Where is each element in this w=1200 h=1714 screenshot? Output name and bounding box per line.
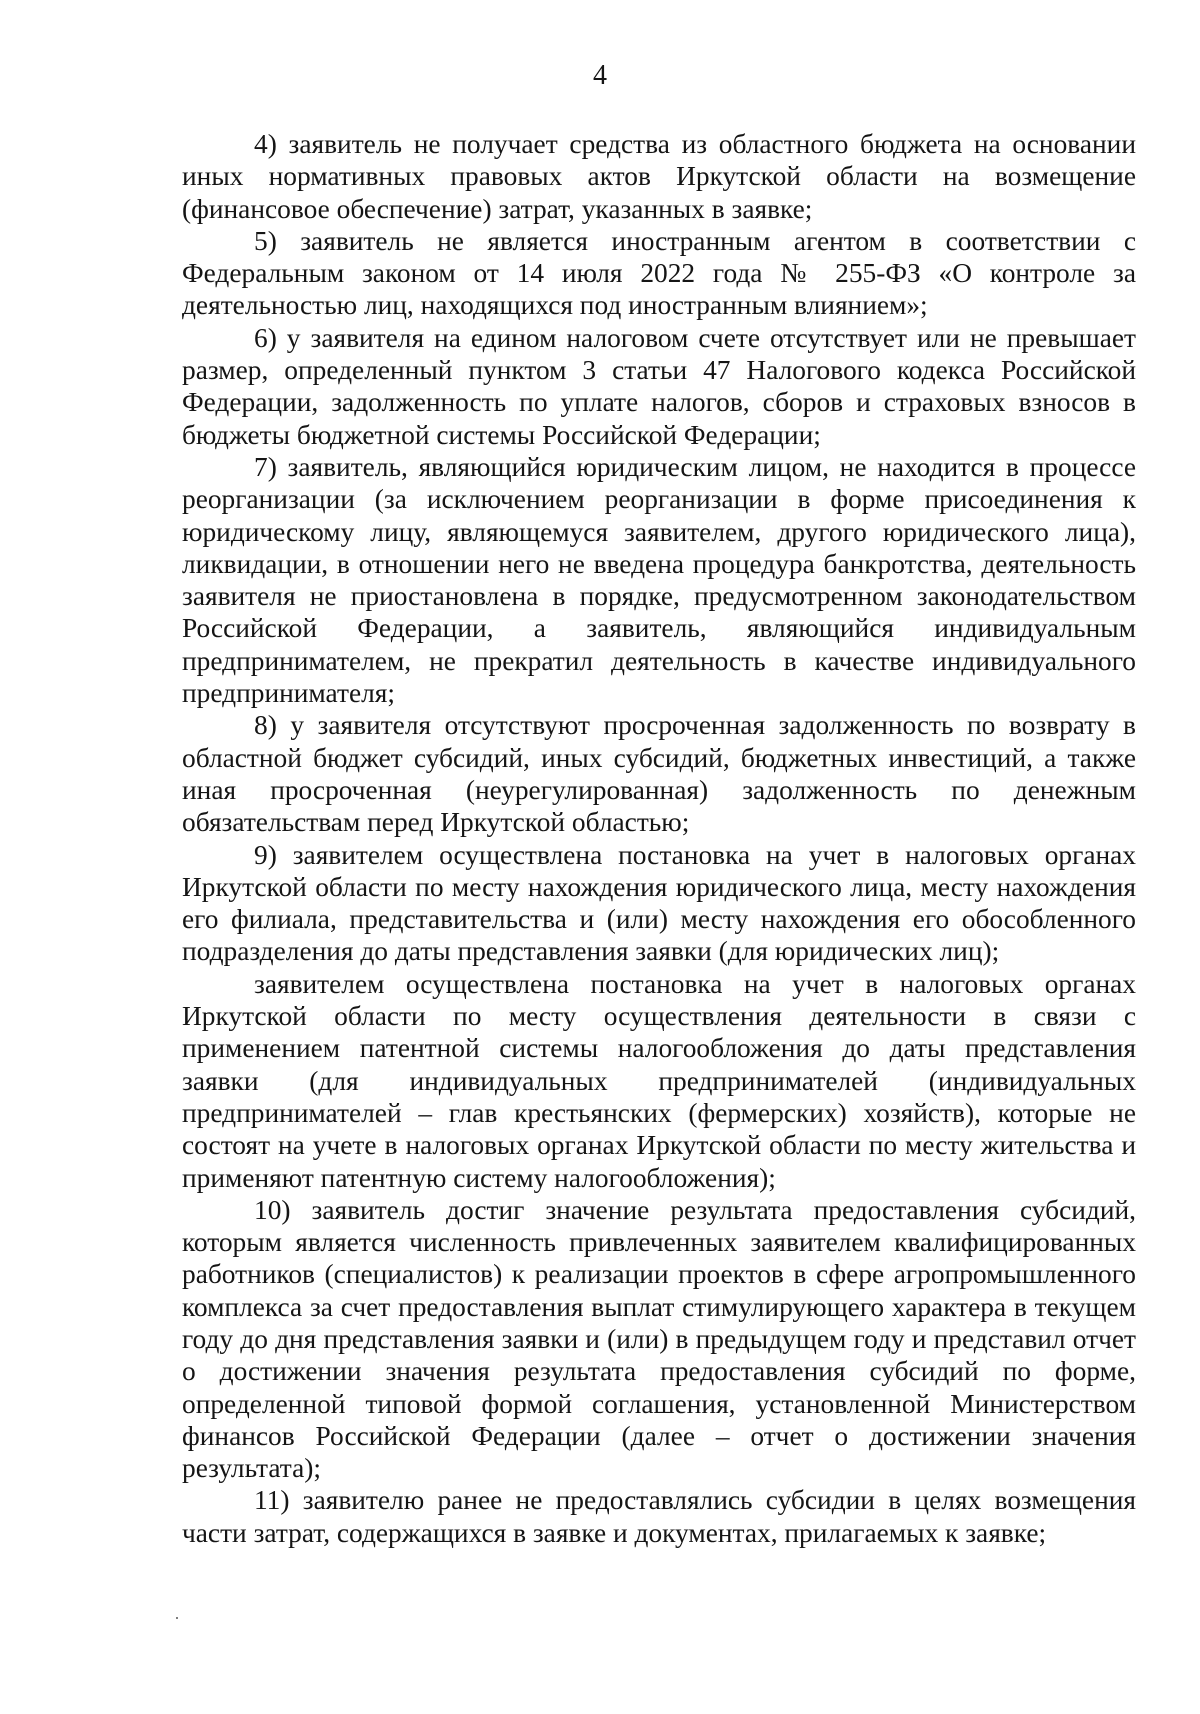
- paragraph-item-4: 4) заявитель не получает средства из областного бюджета на основании иных нормативных правовых актов Иркутской области на возмещение (финансовое обеспечение) затрат, указанных в заявке;: [182, 129, 1136, 224]
- paragraph-item-11: 11) заявителю ранее не предоставлялись субсидии в целях возмещения части затрат, содержащихся в заявке и документах, прилагаемых к заявке;: [182, 1485, 1136, 1548]
- document-body: [182, 128, 1136, 1549]
- paragraph-item-7: 7) заявитель, являющийся юридическим лицом, не находится в процессе реорганизации (за исключением реорганизации в форме присоединения к юридическому лицу, являющемуся заявителем, другого юридического лица), ликвидации, в отношении него не введена процедура банкротства, деятельность заявителя не приостановлена в порядке, предусмотренном законодательством Российской Федерации, а заявитель, являющийся индивидуальным предпринимателем, не прекратил деятельность в качестве индивидуального предпринимателя;: [182, 451, 1136, 709]
- paragraph-item-5: 5) заявитель не является иностранным агентом в соответствии с Федеральным законом от 14 июля 2022 года № 255-ФЗ «О контроле за деятельностью лиц, находящихся под иностранным влиянием»;: [182, 225, 1136, 321]
- paragraph-item-10: 10) заявитель достиг значение результата предоставления субсидий, которым является численность привлеченных заявителем квалифицированных работников (специалистов) к реализации проектов в сфере агропромышленного комплекса за счет предоставления выплат стимулирующего характера в текущем году до дня представления заявки и (или) в предыдущем году и представил отчет о достижении значения результата предоставления субсидий по форме, определенной типовой формой соглашения, установленной Министерством финансов Российской Федерации (далее – отчет о достижении значения результата);: [182, 1194, 1136, 1484]
- paragraph-item-9-continued: заявителем осуществлена постановка на учет в налоговых органах Иркутской области по месту осуществления деятельности в связи с применением патентной системы налогообложения до даты представления заявки (для индивидуальных предпринимателей (индивидуальных предпринимателей – глав крестьянских (фермерских) хозяйств), которые не состоят на учете в налоговых органах Иркутской области по месту жительства и применяют патентную систему налогообложения);: [182, 968, 1136, 1193]
- scan-speck: [176, 1617, 178, 1619]
- page-number: 4: [593, 60, 607, 91]
- paragraph-item-8: 8) у заявителя отсутствуют просроченная задолженность по возврату в областной бюджет субсидий, иных субсидий, бюджетных инвестиций, а также иная просроченная (неурегулированная) задолженность по денежным обязательствам перед Иркутской областью;: [182, 710, 1136, 838]
- paragraph-item-9: 9) заявителем осуществлена постановка на учет в налоговых органах Иркутской области по месту нахождения юридического лица, месту нахождения его филиала, представительства и (или) месту нахождения его обособленного подразделения до даты представления заявки (для юридических лиц);: [182, 839, 1136, 967]
- paragraph-item-6: 6) у заявителя на едином налоговом счете отсутствует или не превышает размер, определенный пунктом 3 статьи 47 Налогового кодекса Российской Федерации, задолженность по уплате налогов, сборов и страховых взносов в бюджеты бюджетной системы Российской Федерации;: [182, 322, 1136, 450]
